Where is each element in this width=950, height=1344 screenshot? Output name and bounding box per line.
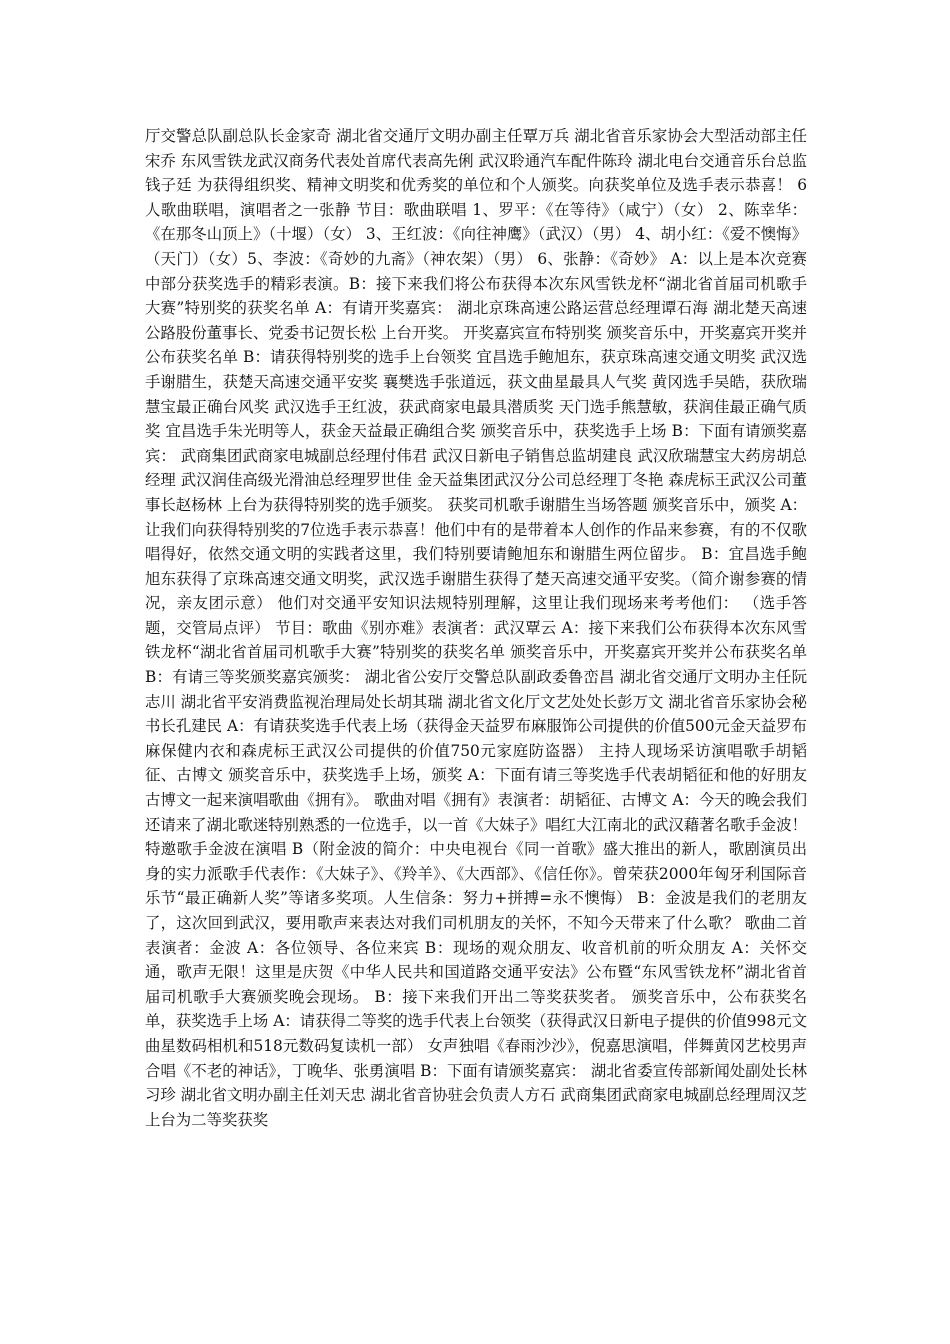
body-paragraph: 厅交警总队副总队长金家奇 湖北省交通厅文明办副主任覃万兵 湖北省音乐家协会大型活动部主任宋乔 东风雪铁龙武汉商务代表处首席代表高先俐 武汉聆通汽车配件陈玲 湖北电台交通音乐台总监钱子廷 为获得组织奖、精神文明奖和优秀奖的单位和个人颁奖。向获奖单位及选手表示恭喜！ 6人歌曲联唱，演唱者之一张静 节目：歌曲联唱 1、罗平：《在等待》（咸宁）（女） 2、陈幸华：《在那冬山顶上》（十堰）（女） 3、王红波：《向往神鹰》（武汉）（男） 4、胡小红：《爱不懊悔》（天门）（女）5、李波：《奇妙的九斋》（神农架）（男） 6、张静：《奇妙》 A：以上是本次竞赛中部分获奖选手的精彩表演。B：接下来我们将公布获得本次东风雪铁龙杯“湖北省首届司机歌手大赛”特别奖的获奖名单 A：有请开奖嘉宾： 湖北京珠高速公路运营总经理谭石海 湖北楚天高速公路股份董事长、党委书记贺长松 上台开奖。 开奖嘉宾宣布特别奖 颁奖音乐中，开奖嘉宾开奖并公布获奖名单 B：请获得特别奖的选手上台领奖 宜昌选手鲍旭东，获京珠高速交通文明奖 武汉选手谢腊生，获楚天高速交通平安奖 襄樊选手张道远，获文曲星最具人气奖 黄冈选手吴皓，获欣瑞慧宝最正确台风奖 武汉选手王红波，获武商家电最具潜质奖 天门选手熊慧敏，获润佳最正确气质奖 宜昌选手朱光明等人，获金天益最正确组合奖 颁奖音乐中，获奖选手上场 B：下面有请颁奖嘉宾： 武商集团武商家电城副总经理付伟君 武汉日新电子销售总监胡建良 武汉欣瑞慧宝大药房胡总经理 武汉润佳高级光滑油总经理罗世佳 金天益集团武汉分公司总经理丁冬艳 森虎标王武汉公司董事长赵杨林 上台为获得特别奖的选手颁奖。 获奖司机歌手谢腊生当场答题 颁奖音乐中，颁奖 A：让我们向获得特别奖的7位选手表示恭喜！他们中有的是带着本人创作的作品来参赛，有的不仅歌唱得好，依然交通文明的实践者这里，我们特别要请鲍旭东和谢腊生两位留步。 B：宜昌选手鲍旭东获得了京珠高速交通文明奖，武汉选手谢腊生获得了楚天高速交通平安奖。（简介谢参赛的情况，亲友团示意） 他们对交通平安知识法规特别理解，这里让我们现场来考考他们： （选手答题，交管局点评） 节目：歌曲《别亦难》表演者：武汉覃云 A：接下来我们公布获得本次东风雪铁龙杯“湖北省首届司机歌手大赛”特别奖的获奖名单 颁奖音乐中，开奖嘉宾开奖并公布获奖名单 B：有请三等奖颁奖嘉宾颁奖： 湖北省公安厅交警总队副政委鲁峦昌 湖北省交通厅文明办主任阮志川 湖北省平安消费监视治理局处长胡其瑞 湖北省文化厅文艺处处长彭万文 湖北省音乐家协会秘书长孔建民 A：有请获奖选手代表上场（获得金天益罗布麻服饰公司提供的价值500元金天益罗布麻保健内衣和森虎标王武汉公司提供的价值750元家庭防盗器） 主持人现场采访演唱歌手胡韬征、古博文 颁奖音乐中，获奖选手上场，颁奖 A：下面有请三等奖选手代表胡韬征和他的好朋友古博文一起来演唱歌曲《拥有》。 歌曲对唱《拥有》表演者：胡韬征、古博文 A：今天的晚会我们还请来了湖北歌迷特别熟悉的一位选手，以一首《大妹子》唱红大江南北的武汉藉著名歌手金波！ 特邀歌手金波在演唱 B（附金波的简介：中央电视台《同一首歌》盛大推出的新人，歌剧演员出身的实力派歌手代表作：《大妹子》、《羚羊》、《大西部》、《信任你》。曾荣获2000年匈牙利国际音乐节“最正确新人奖”等诸多奖项。人生信条：努力+拼搏=永不懊悔） B：金波是我们的老朋友了，这次回到武汉，要用歌声来表达对我们司机朋友的关怀，不知今天带来了什么歌？ 歌曲二首表演者：金波 A：各位领导、各位来宾 B：现场的观众朋友、收音机前的听众朋友 A：关怀交通，歌声无限！这里是庆贺《中华人民共和国道路交通平安法》公布暨“东风雪铁龙杯”湖北省首届司机歌手大赛颁奖晚会现场。 B：接下来我们开出二等奖获奖者。 颁奖音乐中，公布获奖名单，获奖选手上场 A：请获得二等奖的选手代表上台领奖（获得武汉日新电子提供的价值998元文曲星数码相机和518元数码复读机一部） 女声独唱《春雨沙沙》，倪嘉思演唱，伴舞黄冈艺校男声合唱《不老的神话》，丁晚华、张勇演唱 B：下面有请颁奖嘉宾： 湖北省委宣传部新闻处副处长林习珍 湖北省文明办副主任刘天忠 湖北省音协驻会负责人方石 武商集团武商家电城副总经理周汉芝 上台为二等奖获奖 bbox=[145, 127, 807, 1129]
